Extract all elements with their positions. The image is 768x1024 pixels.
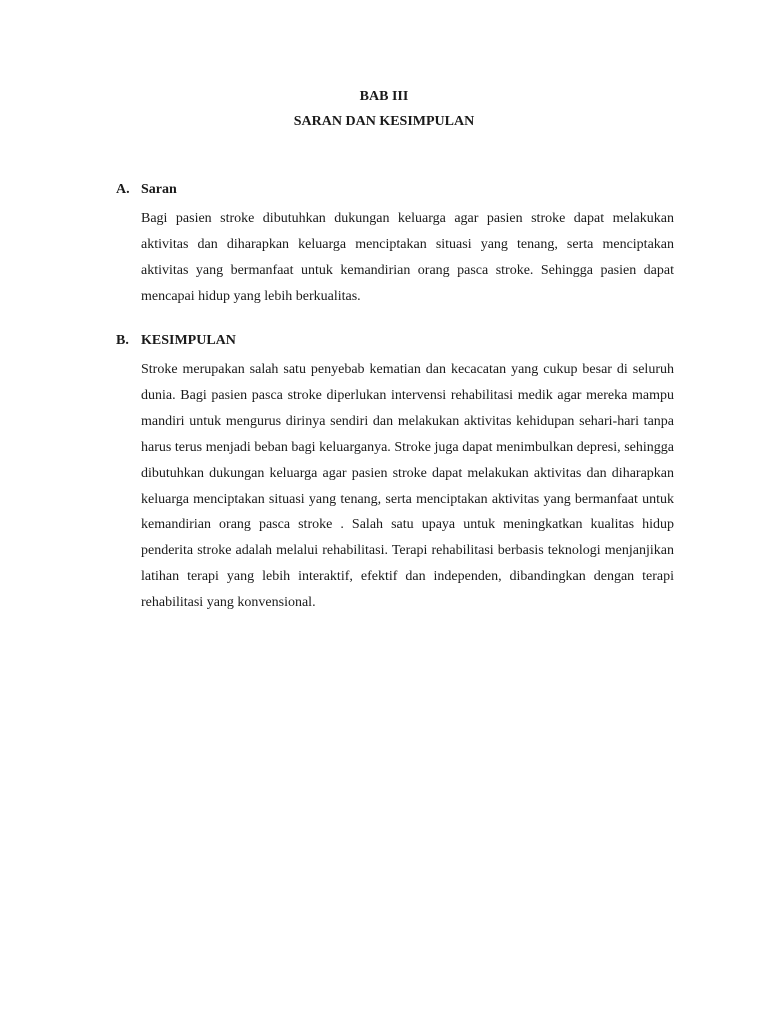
section-title: Saran [141, 182, 177, 197]
section-paragraph: Stroke merupakan salah satu penyebab kematian dan kecacatan yang cukup besar di seluruh dunia. Bagi pasien pasca stroke diperlukan intervensi rehabilitasi medik agar mereka mampu mandiri untuk mengurus dirinya sendiri dan melakukan aktivitas kehidupan sehari-hari tanpa harus terus menjadi beban bagi keluarganya. Stroke juga dapat menimbulkan depresi, sehingga dibutuhkan dukungan keluarga agar pasien stroke dapat melakukan aktivitas dan diharapkan keluarga menciptakan situasi yang tenang, serta menciptakan aktivitas yang bermanfaat untuk kemandirian orang pasca stroke . Salah satu upaya untuk meningkatkan kualitas hidup penderita stroke adalah melalui rehabilitasi. Terapi rehabilitasi berbasis teknologi menjanjikan latihan terapi yang lebih interaktif, efektif dan independen, dibandingkan dengan terapi rehabilitasi yang konvensional. [141, 362, 674, 611]
section-saran [116, 181, 676, 310]
section-letter: B. [116, 333, 129, 348]
section-heading [116, 181, 676, 199]
section-title: KESIMPULAN [141, 333, 236, 348]
section-letter: A. [116, 182, 130, 197]
section-paragraph: Bagi pasien stroke dibutuhkan dukungan keluarga agar pasien stroke dapat melakukan aktivitas dan diharapkan keluarga menciptakan situasi yang tenang, serta menciptakan aktivitas yang bermanfaat untuk kemandirian orang pasca stroke. Sehingga pasien dapat mencapai hidup yang lebih berkualitas. [141, 211, 674, 304]
chapter-number: BAB III [359, 89, 409, 104]
chapter-title: SARAN DAN KESIMPULAN [293, 114, 475, 129]
section-heading [116, 332, 676, 350]
section-kesimpulan [116, 332, 676, 616]
